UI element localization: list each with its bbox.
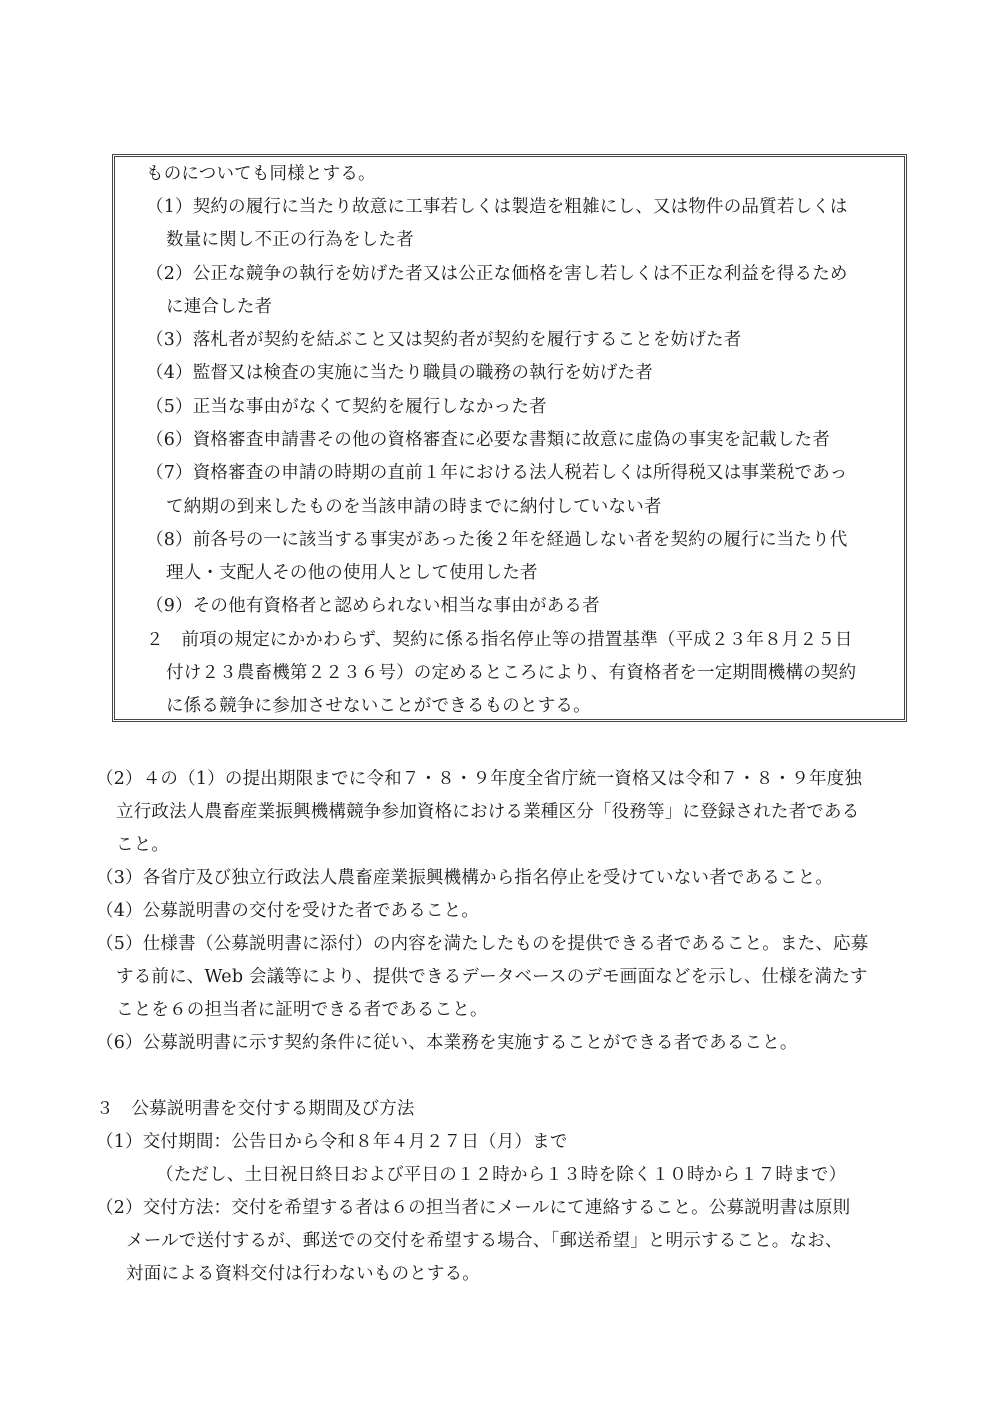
section3-line: （1）交付期間：公告日から令和８年４月２７日（月）まで — [96, 1132, 568, 1152]
body-line: （4）公募説明書の交付を受けた者であること。 — [96, 901, 480, 921]
box-line: に連合した者 — [166, 297, 273, 317]
body-line: ことを６の担当者に証明できる者であること。 — [116, 1000, 488, 1020]
box-line: ２ 前項の規定にかかわらず、契約に係る指名停止等の措置基準（平成２３年８月２５日 — [146, 630, 853, 650]
box-line: 付け２３農畜機第２２３６号）の定めるところにより、有資格者を一定期間機構の契約 — [166, 663, 857, 683]
body-line: （6）公募説明書に示す契約条件に従い、本業務を実施することができる者であること。 — [96, 1033, 798, 1053]
body-line: （5）仕様書（公募説明書に添付）の内容を満たしたものを提供できる者であること。また、応募 — [96, 934, 869, 954]
box-line: （8）前各号の一に該当する事実があった後２年を経過しない者を契約の履行に当たり代 — [146, 530, 848, 550]
body-line: （3）各省庁及び独立行政法人農畜産業振興機構から指名停止を受けていない者であること。 — [96, 868, 834, 888]
section3-line: 対面による資料交付は行わないものとする。 — [126, 1264, 480, 1284]
box-line: て納期の到来したものを当該申請の時までに納付していない者 — [166, 497, 662, 517]
box-line: ものについても同様とする。 — [146, 164, 376, 184]
box-line: （3）落札者が契約を結ぶこと又は契約者が契約を履行することを妨げた者 — [146, 330, 742, 350]
section3-line: （2）交付方法：交付を希望する者は６の担当者にメールにて連絡すること。公募説明書は原則 — [96, 1198, 851, 1218]
box-line: （4）監督又は検査の実施に当たり職員の職務の執行を妨げた者 — [146, 363, 653, 383]
section3-line: （ただし、土日祝日終日および平日の１２時から１３時を除く１０時から１７時まで） — [156, 1165, 847, 1185]
box-line: 理人・支配人その他の使用人として使用した者 — [166, 563, 538, 583]
section3-line: メールで送付するが、郵送での交付を希望する場合、「郵送希望」と明示すること。なお、 — [126, 1231, 843, 1251]
box-line: （7）資格審査の申請の時期の直前１年における法人税若しくは所得税又は事業税であっ — [146, 463, 848, 483]
box-line: （2）公正な競争の執行を妨げた者又は公正な価格を害し若しくは不正な利益を得るため — [146, 264, 848, 284]
box-line: に係る競争に参加させないことができるものとする。 — [166, 696, 591, 716]
box-line: （9）その他有資格者と認められない相当な事由がある者 — [146, 596, 600, 616]
body-line: 立行政法人農畜産業振興機構競争参加資格における業種区分「役務等」に登録された者である — [116, 802, 860, 822]
box-line: （5）正当な事由がなくて契約を履行しなかった者 — [146, 397, 547, 417]
section-heading: ３ 公募説明書を交付する期間及び方法 — [96, 1099, 415, 1119]
box-line: （1）契約の履行に当たり故意に工事若しくは製造を粗雑にし、又は物件の品質若しくは — [146, 197, 848, 217]
body-line: する前に、Web 会議等により、提供できるデータベースのデモ画面などを示し、仕様を満たす — [116, 967, 868, 987]
box-line: （6）資格審査申請書その他の資格審査に必要な書類に故意に虚偽の事実を記載した者 — [146, 430, 830, 450]
body-line: （2）４の（1）の提出期限までに令和７・８・９年度全省庁統一資格又は令和７・８・９年度独 — [96, 769, 863, 789]
box-line: 数量に関し不正の行為をした者 — [166, 230, 414, 250]
body-line: こと。 — [116, 835, 170, 855]
